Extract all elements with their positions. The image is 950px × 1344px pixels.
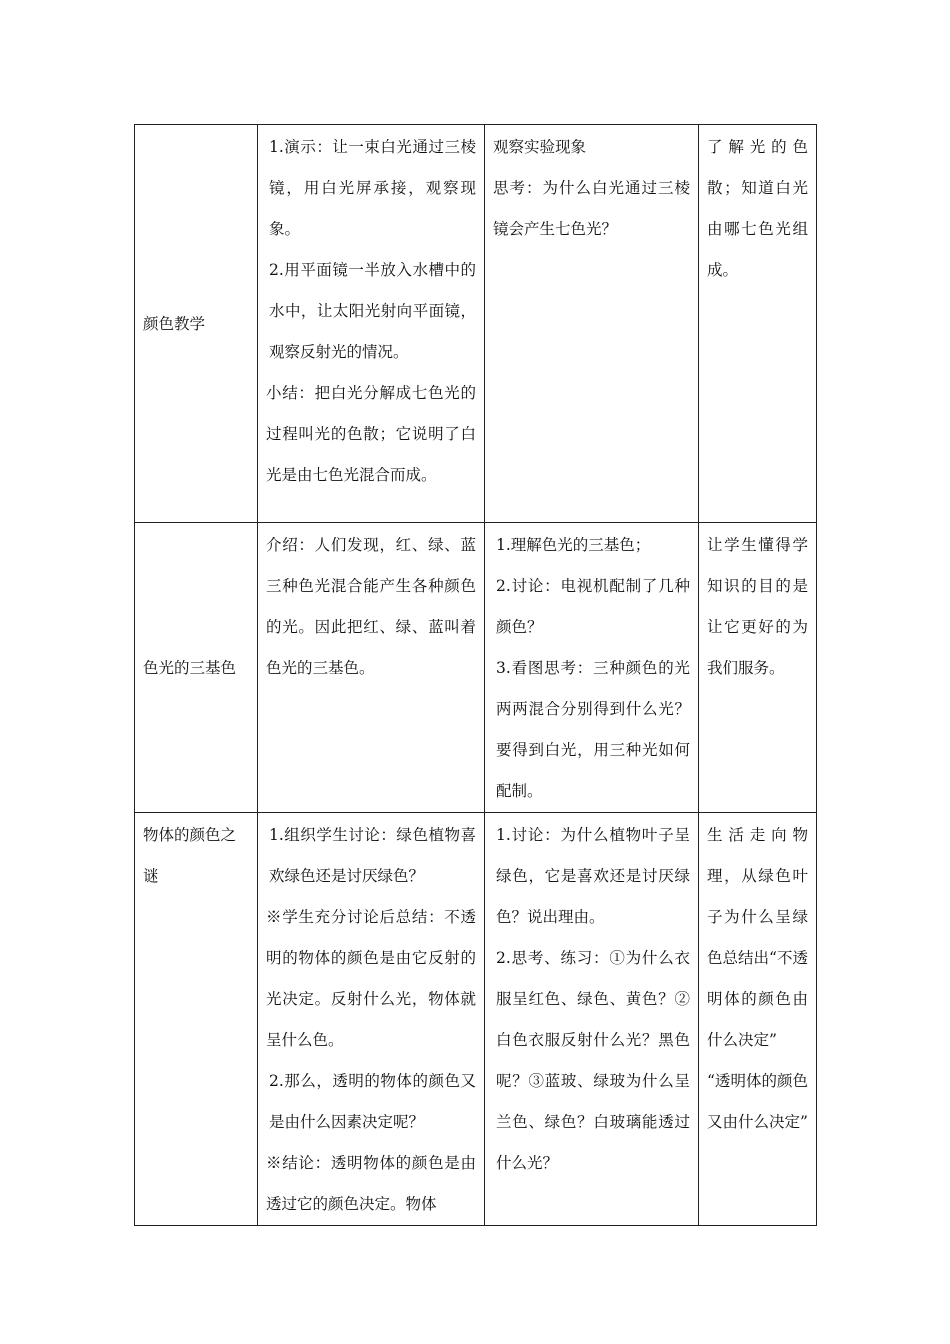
teacher-paragraph: 1.组织学生讨论：绿色植物喜欢绿色还是讨厌绿色？	[269, 826, 476, 885]
student-paragraph: 3.看图思考：三种颜色的光两两混合分别得到什么光？要得到白光，用三种光如何配制。	[496, 659, 690, 800]
student-paragraph: 1.讨论：为什么植物叶子呈绿色，它是喜欢还是讨厌绿色？说出理由。	[496, 826, 690, 926]
lesson-table	[134, 124, 817, 1226]
student-activity-cell	[485, 125, 699, 523]
teacher-activity-cell	[258, 813, 485, 1226]
teacher-paragraph: 介绍：人们发现，红、绿、蓝三种色光混合能产生各种颜色的光。因此把红、绿、蓝叫着色光的三基色。	[266, 536, 476, 677]
student-activity-cell	[485, 523, 699, 813]
table-row	[135, 125, 817, 523]
teacher-paragraph: ※学生充分讨论后总结：不透明的物体的颜色是由它反射的光决定。反射什么光，物体就呈什么色。	[266, 908, 476, 1049]
purpose-paragraph: 让学生懂得学知识的目的是让它更好的为我们服务。	[707, 536, 808, 677]
teacher-paragraph: ※结论：透明物体的颜色是由透过它的颜色决定。物体	[266, 1154, 476, 1213]
topic-cell	[135, 523, 258, 813]
teacher-paragraph: 2.那么，透明的物体的颜色又是由什么因素决定呢？	[269, 1072, 476, 1131]
teacher-activity-cell	[258, 523, 485, 813]
topic-text: 物体的颜色之谜	[143, 826, 237, 885]
student-paragraph: 2.讨论：电视机配制了几种颜色？	[496, 577, 690, 636]
teacher-paragraph: 小结：把白光分解成七色光的过程叫光的色散；它说明了白光是由七色光混合而成。	[266, 384, 476, 484]
topic-text: 颜色教学	[143, 315, 206, 333]
student-paragraph: 观察实验现象	[493, 138, 587, 156]
student-paragraph: 2.思考、练习：①为什么衣服呈红色、绿色、黄色？②白色衣服反射什么光？黑色呢？③蓝玻、绿玻为什么呈兰色、绿色？白玻璃能透过什么光？	[496, 949, 690, 1172]
topic-cell	[135, 125, 258, 523]
purpose-paragraph: 生活走向物理，从绿色叶子为什么呈绿色总结出“不透明体的颜色由什么决定”	[707, 826, 808, 1049]
purpose-cell	[699, 523, 817, 813]
purpose-paragraph: 了解光的色散；知道白光由哪七色光组成。	[707, 138, 808, 279]
teacher-paragraph: 2.用平面镜一半放入水槽中的水中，让太阳光射向平面镜，观察反射光的情况。	[269, 261, 476, 361]
topic-cell	[135, 813, 258, 1226]
teacher-paragraph: 1.演示：让一束白光通过三棱镜，用白光屏承接，观察现象。	[269, 138, 476, 238]
purpose-cell	[699, 813, 817, 1226]
purpose-paragraph: “透明体的颜色又由什么决定”	[707, 1072, 808, 1131]
student-paragraph: 1.理解色光的三基色；	[496, 536, 651, 554]
teacher-activity-cell	[258, 125, 485, 523]
table-row	[135, 523, 817, 813]
student-activity-cell	[485, 813, 699, 1226]
purpose-cell	[699, 125, 817, 523]
topic-text: 色光的三基色	[143, 659, 237, 677]
table-row	[135, 813, 817, 1226]
student-paragraph: 思考：为什么白光通过三棱镜会产生七色光？	[493, 179, 690, 238]
